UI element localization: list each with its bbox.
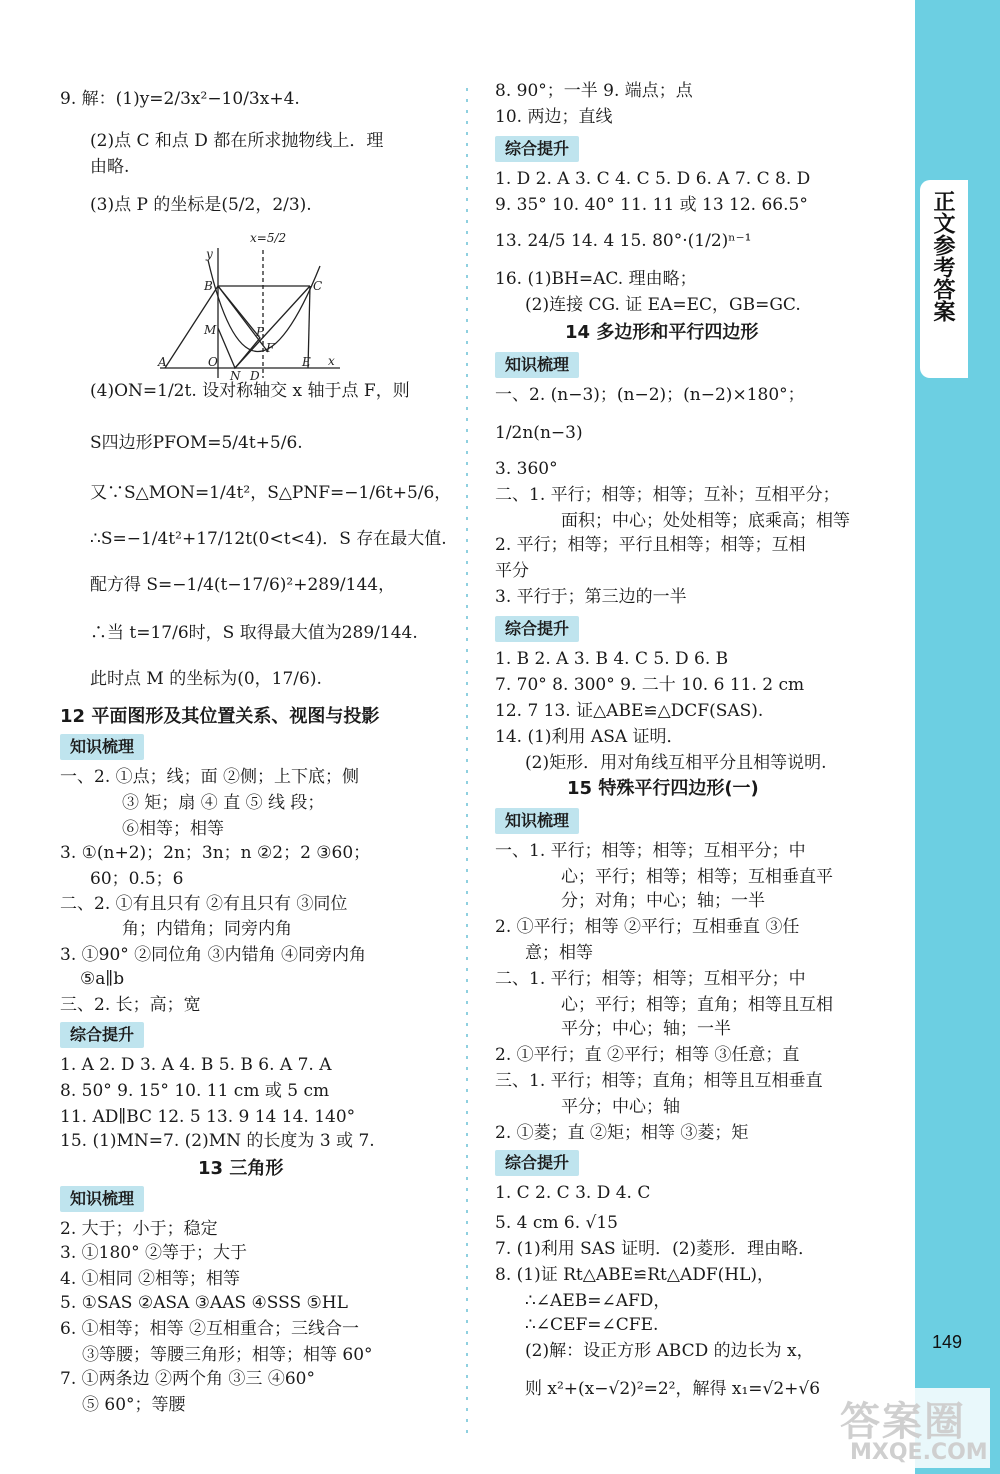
answer-line: 平分；中心；轴 — [561, 1097, 680, 1117]
answer-line: (2)点 C 和点 D 都在所求抛物线上．理 — [90, 131, 384, 151]
answer-line: 11. AD∥BC 12. 5 13. 9 14 14. 140° — [60, 1107, 356, 1127]
parabola-figure — [150, 230, 350, 380]
answer-line: ③ 矩；扇 ④ 直 ⑤ 线 段； — [122, 793, 325, 813]
quadrilateral — [218, 286, 260, 368]
answer-line: 角；内错角；同旁内角 — [122, 919, 292, 939]
answer-line: (2)连接 CG. 证 EA=EC，GB=GC. — [525, 295, 801, 315]
answer-line: 7. 70° 8. 300° 9. 二十 10. 6 11. 2 cm — [495, 675, 805, 695]
answer-line: 3. ①90° ②同位角 ③内错角 ④同旁内角 — [60, 945, 366, 965]
label-m: M — [204, 323, 217, 337]
answer-line: 心；平行；相等；直角；相等且互相 — [561, 995, 833, 1015]
label-y: y — [206, 247, 213, 261]
answer-line: 2. ①菱；直 ②矩；相等 ③菱；矩 — [495, 1123, 749, 1143]
label-n: N — [230, 369, 241, 380]
answer-line: 此时点 M 的坐标为(0，17/6). — [90, 669, 322, 689]
label-c: C — [313, 279, 323, 293]
answer-line: 一、2. ①点；线；面 ②侧；上下底；侧 — [60, 767, 360, 787]
answer-line: 8. 90°；一半 9. 端点；点 — [495, 81, 693, 101]
section-tag: 综合提升 — [60, 1022, 144, 1048]
section-title: 15 特殊平行四边形(一) — [567, 778, 759, 799]
answer-line: 1/2n(n−3) — [495, 423, 583, 443]
answer-line: 又∵S△MON=1/4t²，S△PNF=−1/6t+5/6， — [90, 483, 452, 503]
answer-line: 3. ①180° ②等于；大于 — [60, 1243, 247, 1263]
answer-line: 3. 360° — [495, 459, 558, 479]
answer-line: 3. ①(n+2)；2n；3n；n ②2；2 ③60； — [60, 843, 371, 863]
section-tag: 综合提升 — [495, 616, 579, 642]
answer-line: (2)解：设正方形 ABCD 的边长为 x， — [525, 1341, 814, 1361]
answer-line: 一、2. (n−3)；(n−2)；(n−2)×180°； — [495, 385, 805, 405]
answer-line: 1. D 2. A 3. C 4. C 5. D 6. A 7. C 8. D — [495, 169, 811, 189]
answer-line: 2. 平行；相等；平行且相等；相等；互相 — [495, 535, 806, 555]
answer-line: ⑥相等；相等 — [122, 819, 224, 839]
answer-line: 13. 24/5 14. 4 15. 80°·(1/2)ⁿ⁻¹ — [495, 231, 752, 251]
answer-line: 6. ①相等；相等 ②互相重合；三线合一 — [60, 1319, 360, 1339]
answer-line: S四边形PFOM=5/4t+5/6. — [90, 433, 303, 453]
section-tag: 知识梳理 — [60, 734, 144, 760]
section-tag: 知识梳理 — [495, 808, 579, 834]
answer-line: 7. (1)利用 SAS 证明．(2)菱形．理由略． — [495, 1239, 816, 1259]
answer-line: 由略. — [90, 157, 130, 177]
answer-line: 平分；中心；轴；一半 — [561, 1019, 731, 1039]
answer-line: 意；相等 — [525, 943, 593, 963]
answer-line: 1. B 2. A 3. B 4. C 5. D 6. B — [495, 649, 729, 669]
answer-line: 分；对角；中心；轴；一半 — [561, 891, 765, 911]
answer-line: 60；0.5；6 — [90, 869, 184, 889]
answer-line: 心；平行；相等；相等；互相垂直平 — [561, 867, 833, 887]
answer-line: (2)矩形．用对角线互相平分且相等说明. — [525, 753, 827, 773]
answer-line: 1. A 2. D 3. A 4. B 5. B 6. A 7. A — [60, 1055, 332, 1075]
answer-line: 4. ①相同 ②相等；相等 — [60, 1269, 241, 1289]
answer-line: ③等腰；等腰三角形；相等；相等 60° — [82, 1345, 373, 1365]
section-tag: 综合提升 — [495, 136, 579, 162]
answer-line: 二、1. 平行；相等；相等；互补；互相平分； — [495, 485, 840, 505]
label-p: P — [256, 325, 265, 339]
answer-line: ⑤a∥b — [80, 969, 125, 989]
label-o: O — [208, 355, 218, 369]
answer-line: ∴∠CEF=∠CFE. — [525, 1315, 659, 1335]
answer-line: 平分 — [495, 561, 529, 581]
answer-line: 5. 4 cm 6. √15 — [495, 1213, 618, 1233]
answer-line: 15. (1)MN=7. (2)MN 的长度为 3 或 7. — [60, 1131, 375, 1151]
answer-line: 则 x²+(x−√2)²=2²，解得 x₁=√2+√6 — [525, 1379, 821, 1399]
watermark-url: MXQE.COM — [850, 1440, 988, 1465]
answer-line: 2. ①平行；相等 ②平行；互相垂直 ③任 — [495, 917, 800, 937]
answer-line: 16. (1)BH=AC. 理由略； — [495, 269, 697, 289]
answer-line: 2. 大于；小于；稳定 — [60, 1219, 218, 1239]
section-tag: 知识梳理 — [495, 352, 579, 378]
answer-line: 9. 解：(1)y=2/3x²−10/3x+4. — [60, 89, 300, 109]
segment-nc — [235, 286, 310, 368]
answer-line: (3)点 P 的坐标是(5/2，2/3). — [90, 195, 312, 215]
section-tag: 综合提升 — [495, 1150, 579, 1176]
answer-line: ∴S=−1/4t²+17/12t(0<t<4)．S 存在最大值. — [90, 529, 447, 549]
answer-line: 二、2. ①有且只有 ②有且只有 ③同位 — [60, 894, 348, 914]
answer-line: ∴当 t=17/6时，S 取得最大值为289/144. — [90, 623, 418, 643]
section-tag: 知识梳理 — [60, 1186, 144, 1212]
label-b: B — [204, 279, 213, 293]
answer-line: 2. ①平行；直 ②平行；相等 ③任意；直 — [495, 1045, 800, 1065]
watermark-logo: 答案圈 — [840, 1399, 966, 1445]
answer-line: 配方得 S=−1/4(t−17/6)²+289/144， — [90, 575, 396, 595]
answer-line: ⑤ 60°；等腰 — [82, 1395, 186, 1415]
answer-line: 3. 平行于；第三边的一半 — [495, 587, 687, 607]
section-title: 12 平面图形及其位置关系、视图与投影 — [60, 706, 380, 727]
answer-line: 8. 50° 9. 15° 10. 11 cm 或 5 cm — [60, 1081, 330, 1101]
label-d: D — [250, 369, 260, 380]
section-title: 13 三角形 — [198, 1158, 284, 1179]
answer-line: 1. C 2. C 3. D 4. C — [495, 1183, 651, 1203]
answer-line: 12. 7 13. 证△ABE≌△DCF(SAS). — [495, 701, 764, 721]
answer-line: 一、1. 平行；相等；相等；互相平分；中 — [495, 841, 806, 861]
section-title: 14 多边形和平行四边形 — [565, 322, 759, 343]
answer-line: 10. 两边；直线 — [495, 107, 613, 127]
answer-line: 面积；中心；处处相等；底乘高；相等 — [561, 511, 850, 531]
answer-line: 5. ①SAS ②ASA ③AAS ④SSS ⑤HL — [60, 1293, 348, 1313]
label-f: F — [266, 341, 275, 355]
answer-line: 14. (1)利用 ASA 证明． — [495, 727, 684, 747]
answer-line: ∴∠AEB=∠AFD， — [525, 1291, 671, 1311]
label-a: A — [158, 355, 167, 369]
answer-line: 三、1. 平行；相等；直角；相等且互相垂直 — [495, 1071, 823, 1091]
answer-line: 8. (1)证 Rt△ABE≌Rt△ADF(HL)， — [495, 1265, 775, 1285]
side-tab-label: 正文参考答案 — [930, 190, 955, 322]
segment-bf — [218, 286, 268, 352]
answer-line: 三、2. 长；高；宽 — [60, 995, 201, 1015]
answer-line: (4)ON=1/2t. 设对称轴交 x 轴于点 F，则 — [90, 381, 410, 401]
column-divider — [466, 88, 468, 1438]
answer-line: 9. 35° 10. 40° 11. 11 或 13 12. 66.5° — [495, 195, 808, 215]
label-symmetry: x=5/2 — [250, 231, 287, 245]
label-x: x — [328, 354, 335, 368]
answer-line: 二、1. 平行；相等；相等；互相平分；中 — [495, 969, 806, 989]
label-e: E — [302, 355, 311, 369]
answer-line: 7. ①两条边 ②两个角 ③三 ④60° — [60, 1369, 315, 1389]
page-number: 149 — [932, 1332, 963, 1352]
